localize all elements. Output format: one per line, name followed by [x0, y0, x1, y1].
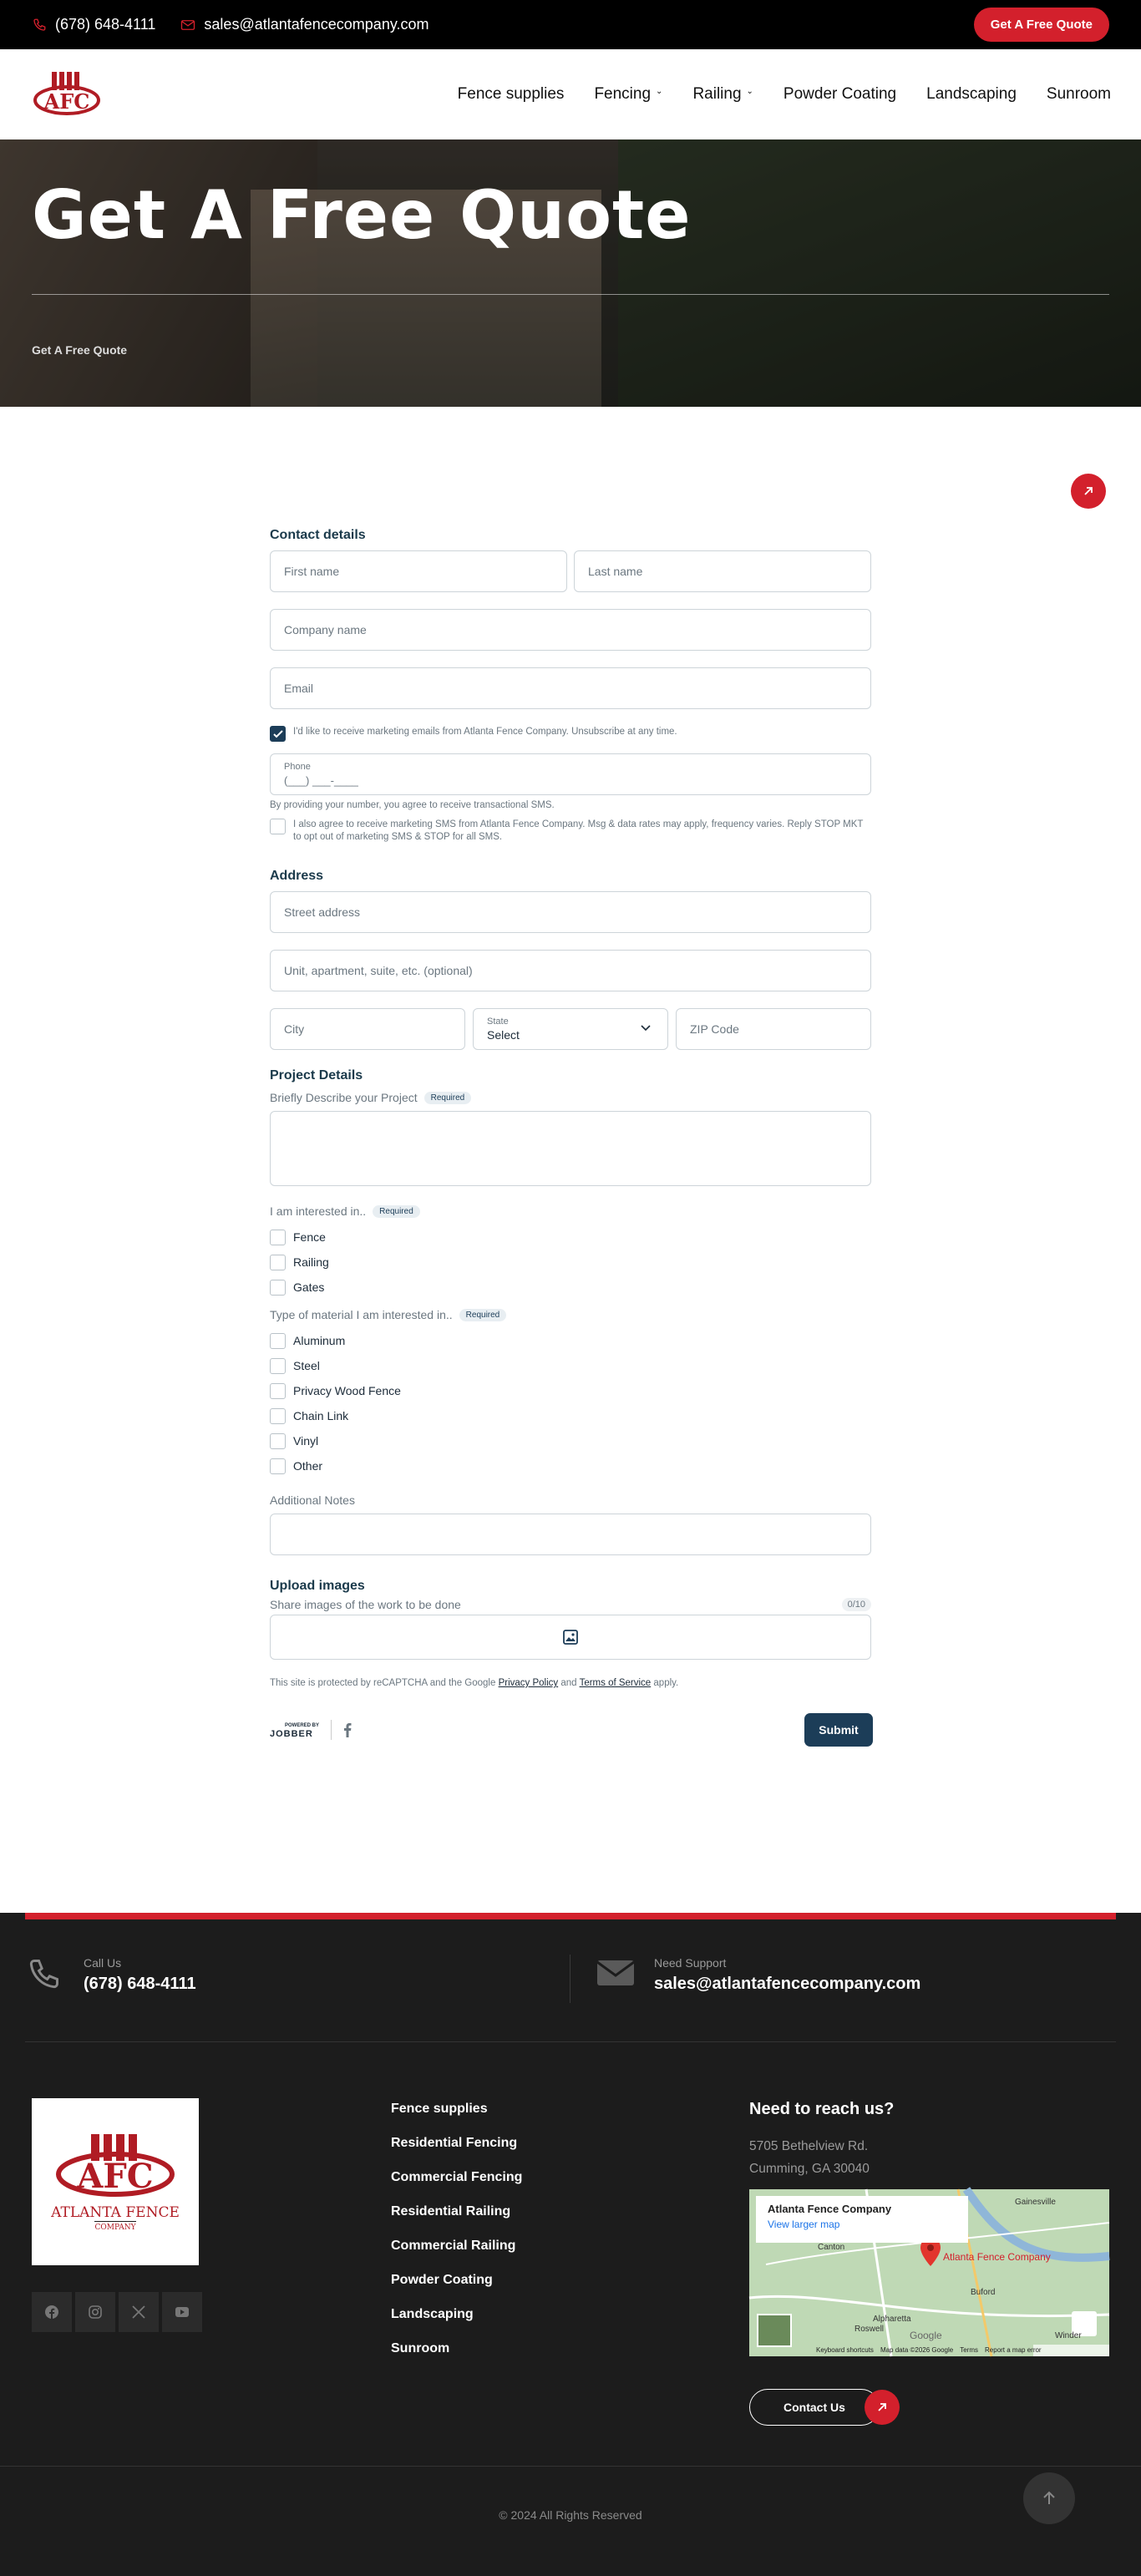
svg-text:AFC: AFC	[77, 2156, 154, 2196]
first-name-input[interactable]: First name	[270, 550, 567, 592]
required-badge: Required	[459, 1309, 507, 1321]
recaptcha-notice: This site is protected by reCAPTCHA and the Google Privacy Policy and Terms of Service apply.	[270, 1678, 679, 1688]
footer-link-residential-railing[interactable]: Residential Railing	[391, 2204, 511, 2219]
support-label: Need Support	[654, 1956, 727, 1970]
option-fence[interactable]	[270, 1225, 871, 1250]
footer-link-residential-fencing[interactable]: Residential Fencing	[391, 2136, 518, 2150]
option-label: Privacy Wood Fence	[293, 1384, 401, 1397]
option-railing[interactable]	[270, 1250, 871, 1275]
option-label: Steel	[293, 1359, 320, 1372]
map-place-alpharetta: Alpharetta	[873, 2315, 911, 2324]
topbar-email[interactable]	[180, 16, 429, 33]
option-checkbox[interactable]	[270, 1458, 286, 1474]
view-larger-map-link[interactable]: View larger map	[768, 2219, 840, 2230]
topbar-quote-button[interactable]: Get A Free Quote	[974, 8, 1109, 42]
option-privacy-wood-fence[interactable]	[270, 1378, 871, 1403]
nav-item-railing[interactable]	[692, 85, 753, 104]
interested-label: I am interested in.. Required	[270, 1204, 871, 1218]
last-name-input[interactable]: Last name	[574, 550, 871, 592]
arrow-up-right-icon	[865, 2390, 900, 2425]
google-wordmark: Google	[910, 2330, 942, 2341]
unit-input[interactable]: Unit, apartment, suite, etc. (optional)	[270, 950, 871, 991]
logo-sub: COMPANY	[94, 2221, 135, 2232]
option-gates[interactable]	[270, 1275, 871, 1300]
phone-mask: (___) ___-____	[284, 774, 358, 787]
svg-text:AFC: AFC	[43, 89, 90, 114]
footer-links	[391, 2102, 522, 2376]
option-label: Gates	[293, 1280, 325, 1294]
address-heading: Address	[270, 869, 324, 883]
state-label: State	[487, 1017, 509, 1027]
call-label: Call Us	[84, 1956, 122, 1970]
sms-optin-label: I also agree to receive marketing SMS from Atlanta Fence Company. Msg & data rates may apply, frequency varies. Reply STOP MKT to opt out of marketing SMS & STOP for all SMS.	[293, 819, 864, 842]
arrow-up-right-icon	[1071, 474, 1106, 509]
facebook-icon[interactable]	[343, 1722, 352, 1737]
option-label: Railing	[293, 1255, 329, 1269]
youtube-icon[interactable]	[162, 2292, 202, 2332]
arrow-up-icon	[1041, 2490, 1057, 2507]
nav-item-label: Sunroom	[1046, 85, 1111, 103]
chevron-down-icon: ⌄	[746, 86, 753, 96]
footer-link-commercial-fencing[interactable]: Commercial Fencing	[391, 2170, 523, 2184]
quote-form	[270, 528, 871, 1747]
footer-support[interactable]	[596, 1956, 920, 1994]
nav-item-landscaping[interactable]	[926, 85, 1017, 104]
breadcrumb[interactable]: Get A Free Quote	[32, 343, 128, 357]
top-bar	[0, 0, 1141, 49]
option-aluminum[interactable]	[270, 1328, 871, 1353]
envelope-icon	[596, 1956, 636, 1990]
map-place-roswell: Roswell	[854, 2325, 885, 2334]
google-map[interactable]	[749, 2189, 1109, 2356]
copyright: © 2024 All Rights Reserved	[499, 2508, 642, 2522]
map-place-canton: Canton	[818, 2243, 845, 2252]
upload-label: Share images of the work to be done	[270, 1598, 461, 1611]
support-value: sales@atlantafencecompany.com	[654, 1975, 921, 1993]
logo-name: ATLANTA FENCE	[51, 2203, 180, 2221]
map-info-card	[756, 2196, 968, 2243]
map-attribution	[816, 2346, 1042, 2354]
nav-menu	[428, 49, 1111, 139]
option-checkbox[interactable]	[270, 1358, 286, 1374]
upload-heading: Upload images	[270, 1579, 365, 1593]
checkmark-icon	[273, 730, 283, 738]
sms-optin-checkbox[interactable]	[270, 819, 286, 834]
reach-heading: Need to reach us?	[749, 2100, 895, 2118]
phone-icon	[32, 18, 47, 33]
material-label: Type of material I am interested in.. Required	[270, 1308, 871, 1321]
hero-divider	[32, 294, 1109, 295]
topbar-email-text: sales@atlantafencecompany.com	[204, 16, 429, 33]
topbar-phone[interactable]	[32, 16, 155, 33]
privacy-policy-link[interactable]: Privacy Policy	[498, 1678, 559, 1688]
footer-logo[interactable]	[32, 2098, 199, 2265]
contact-us-label: Contact Us	[749, 2389, 880, 2426]
option-label: Fence	[293, 1230, 326, 1244]
afc-logo[interactable]	[32, 70, 102, 119]
contact-details-heading: Contact details	[270, 528, 366, 542]
sms-optin	[270, 819, 871, 844]
additional-notes-label: Additional Notes	[270, 1493, 355, 1507]
jobber-badge[interactable]: POWERED BY JOBBER	[270, 1723, 320, 1739]
footer-accent-bar	[25, 1913, 1116, 1919]
option-other[interactable]	[270, 1453, 871, 1478]
footer-link-commercial-railing[interactable]: Commercial Railing	[391, 2239, 516, 2253]
phone-input[interactable]	[270, 753, 871, 795]
main-nav	[0, 49, 1141, 139]
page-title: Get A Free Quote	[32, 176, 692, 254]
terms-link[interactable]: Terms of Service	[579, 1678, 652, 1688]
email-optin	[270, 726, 871, 742]
map-terms-link[interactable]: Terms	[960, 2346, 979, 2354]
hero-quote-button[interactable]	[932, 473, 1106, 510]
chevron-down-icon: ⌄	[656, 86, 663, 96]
nav-item-powder-coating[interactable]	[783, 85, 896, 104]
form-footer	[270, 1713, 871, 1747]
call-value: (678) 648-4111	[84, 1975, 196, 1993]
option-label: Chain Link	[293, 1409, 349, 1422]
option-checkbox[interactable]	[270, 1333, 286, 1349]
x-twitter-icon[interactable]	[119, 2292, 159, 2332]
facebook-icon[interactable]	[32, 2292, 72, 2332]
email-optin-label: I'd like to receive marketing emails from Atlanta Fence Company. Unsubscribe at any time.	[293, 727, 677, 737]
nav-item-fencing[interactable]	[594, 85, 662, 104]
map-data-text: Map data ©2026 Google	[880, 2346, 954, 2354]
phone-label: Phone	[284, 762, 311, 772]
footer-link-sunroom[interactable]: Sunroom	[391, 2341, 450, 2355]
map-place-winder: Winder	[1055, 2331, 1082, 2340]
nav-item-label: Landscaping	[926, 85, 1017, 103]
option-label: Other	[293, 1459, 323, 1473]
map-title: Atlanta Fence Company	[768, 2203, 892, 2215]
social-links	[32, 2292, 202, 2332]
company-name-input[interactable]: Company name	[270, 609, 871, 651]
zip-input[interactable]: ZIP Code	[676, 1008, 871, 1050]
nav-item-label: Railing	[692, 85, 742, 103]
report-map-error-link[interactable]: Report a map error	[985, 2346, 1042, 2354]
email-optin-checkbox[interactable]	[270, 726, 286, 742]
footer-link-powder-coating[interactable]: Powder Coating	[391, 2273, 493, 2287]
instagram-icon[interactable]	[75, 2292, 115, 2332]
required-badge: Required	[373, 1205, 420, 1218]
submit-button[interactable]: Submit	[804, 1713, 873, 1747]
option-chain-link[interactable]	[270, 1403, 871, 1428]
contact-us-button[interactable]	[749, 2389, 900, 2426]
hero-banner	[0, 139, 1141, 498]
option-vinyl[interactable]	[270, 1428, 871, 1453]
footer-call[interactable]	[25, 1956, 196, 1994]
option-checkbox[interactable]	[270, 1255, 286, 1270]
nav-item-label: Powder Coating	[783, 85, 897, 103]
mail-icon	[180, 18, 195, 32]
nav-item-fence-supplies[interactable]	[458, 85, 565, 104]
back-to-top-button[interactable]	[1023, 2472, 1075, 2524]
required-badge: Required	[424, 1092, 472, 1104]
option-checkbox[interactable]	[270, 1280, 286, 1296]
option-checkbox[interactable]	[270, 1230, 286, 1245]
nav-item-label: Fencing	[594, 85, 652, 103]
map-place-buford: Buford	[971, 2288, 996, 2297]
nav-item-label: Fence supplies	[457, 85, 565, 103]
option-checkbox[interactable]	[270, 1433, 286, 1449]
chevron-down-icon	[641, 1025, 651, 1032]
street-address-input[interactable]: Street address	[270, 891, 871, 933]
image-icon	[563, 1630, 578, 1645]
option-checkbox[interactable]	[270, 1408, 286, 1424]
image-upload-dropzone[interactable]	[270, 1615, 871, 1660]
footer-link-fence-supplies[interactable]: Fence supplies	[391, 2102, 488, 2116]
topbar-phone-text: (678) 648-4111	[55, 16, 156, 33]
project-description-textarea[interactable]	[270, 1111, 871, 1186]
upload-label-row	[270, 1598, 871, 1611]
option-label: Aluminum	[293, 1334, 346, 1347]
state-select[interactable]	[473, 1008, 668, 1050]
afc-logo-large	[53, 2132, 178, 2199]
option-steel[interactable]	[270, 1353, 871, 1378]
state-value: Select	[487, 1028, 520, 1042]
project-details-heading: Project Details	[270, 1068, 363, 1083]
phone-icon	[25, 1956, 62, 1993]
hero-quote-label: Get A Free Quote	[932, 473, 1086, 510]
nav-item-sunroom[interactable]	[1047, 85, 1111, 104]
phone-note: By providing your number, you agree to receive transactional SMS.	[270, 800, 555, 810]
city-input[interactable]: City	[270, 1008, 465, 1050]
option-checkbox[interactable]	[270, 1383, 286, 1399]
footer-address: 5705 Bethelview Rd. Cumming, GA 30040	[749, 2139, 870, 2176]
describe-label: Briefly Describe your Project Required	[270, 1091, 871, 1104]
email-input[interactable]: Email	[270, 667, 871, 709]
site-footer	[0, 1913, 1141, 2576]
additional-notes-input[interactable]	[270, 1514, 871, 1555]
upload-count: 0/10	[842, 1598, 871, 1611]
footer-link-landscaping[interactable]: Landscaping	[391, 2307, 474, 2321]
map-place-gainesville: Gainesville	[1015, 2198, 1056, 2207]
option-label: Vinyl	[293, 1434, 319, 1448]
map-pin-label: Atlanta Fence Company	[943, 2251, 1051, 2263]
keyboard-shortcuts-link[interactable]: Keyboard shortcuts	[816, 2346, 874, 2354]
